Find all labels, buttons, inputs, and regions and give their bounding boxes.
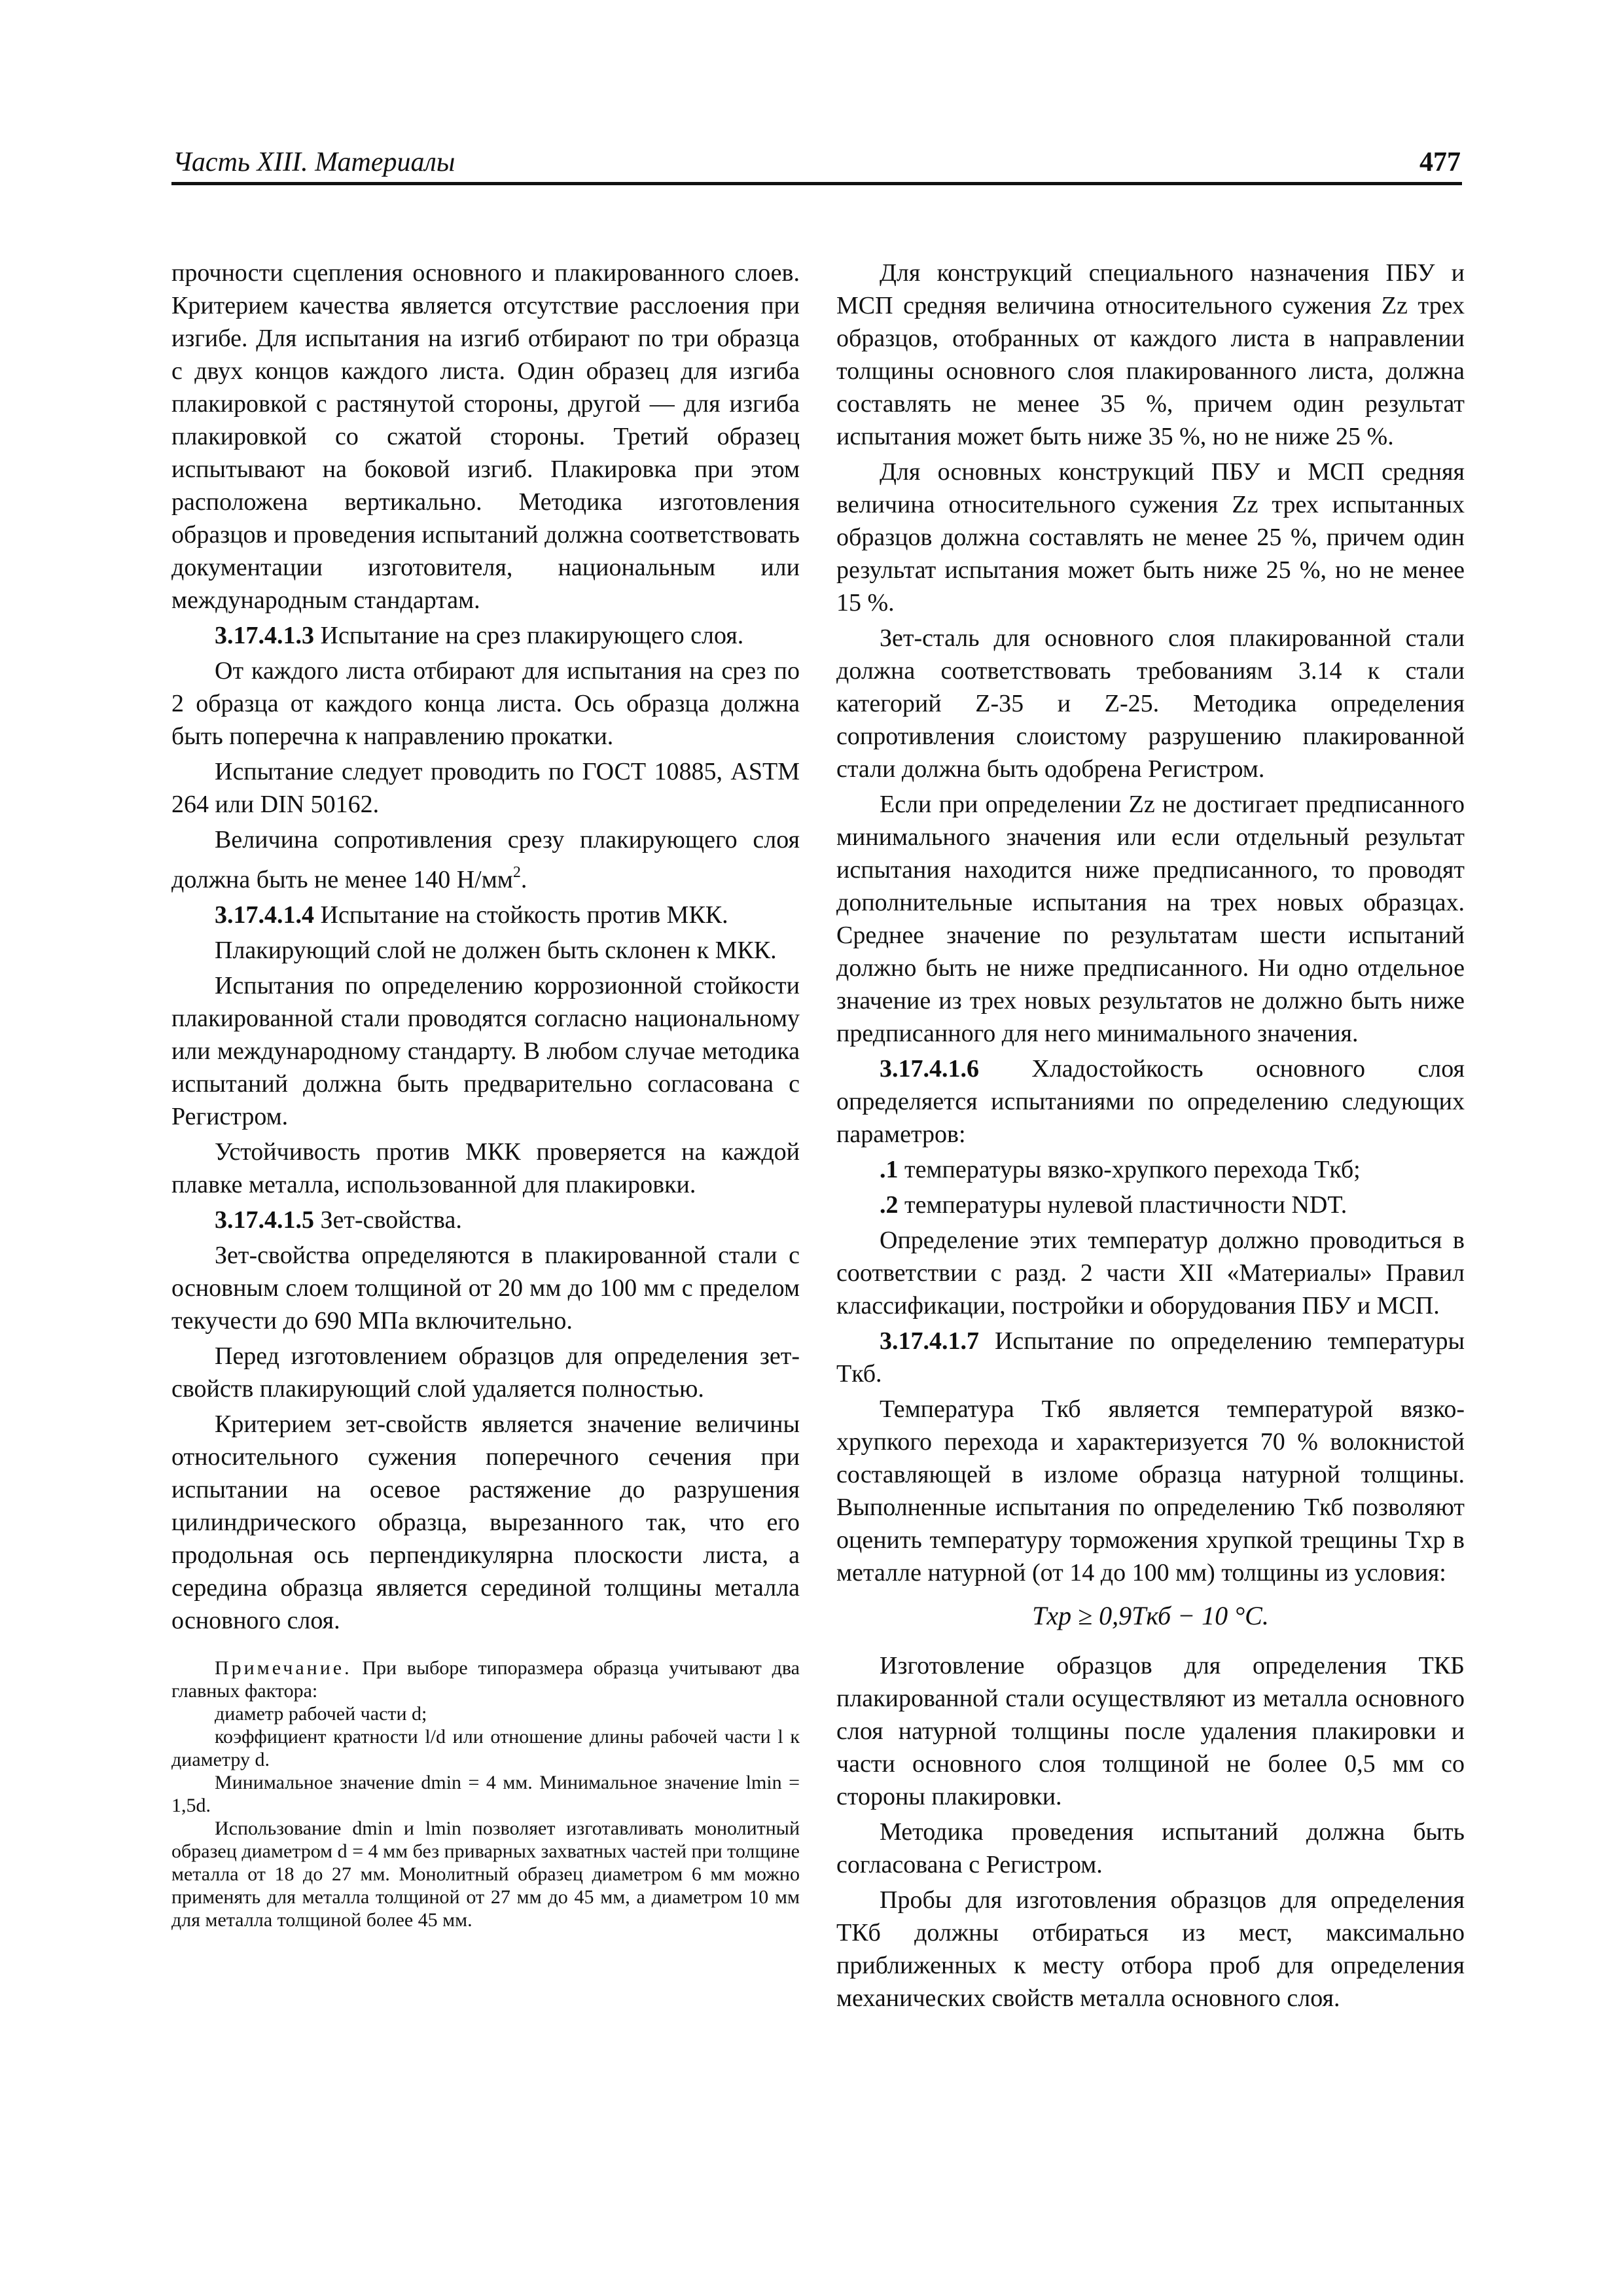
paragraph: Методика проведения испытаний должна быть согласована с Регистром.: [836, 1818, 1465, 1878]
note-label: Примечание.: [215, 1657, 352, 1679]
note-item: Использование dmin и lmin позволяет изготавливать монолитный образец диаметром d = 4 мм без приварных захватных частей при толщине металла от 18 до 27 мм. Монолитный образец диаметром 6 мм можно применять для металла толщиной от 27 мм до 45 мм, а диаметром 10 мм для металла толщиной более 45 мм.: [171, 1818, 800, 1931]
section-title: Испытание на стойкость против МКК.: [314, 901, 728, 929]
paragraph: Если при определении Zz не достигает предписанного минимального значения или если отдельный результат испытания находится ниже предписанного, то проводят дополнительные испытания на трех новых образцах. Среднее значение по результатам шести испытаний должно быть не ниже предписанного. Ни одно отдельное значение из трех новых результатов не должно быть ниже предписанного для него минимального значения.: [836, 791, 1465, 1047]
paragraph: Изготовление образцов для определения TКБ плакированной стали осуществляют из металла основного слоя натурной толщины после удаления плакировки и части основного слоя толщиной не более 0,5 мм со стороны плакировки.: [836, 1652, 1465, 1810]
section-heading-3-17-4-1-3: [171, 619, 800, 652]
paragraph: Зет-сталь для основного слоя плакированной стали должна соответствовать требованиям 3.14 к стали категорий Z-35 и Z-25. Методика определения сопротивления слоистому разрушению плакированной стали должна быть одобрена Регистром.: [836, 624, 1465, 783]
paragraph: Устойчивость против МКК проверяется на каждой плавке металла, использованной для плакировки.: [171, 1138, 800, 1198]
page-header: [171, 143, 1462, 185]
section-heading-3-17-4-1-5: [171, 1204, 800, 1236]
paragraph: От каждого листа отбирают для испытания на срез по 2 образца от каждого конца листа. Ось образца должна быть поперечна к направлению прокатки.: [171, 657, 800, 750]
paragraph: Перед изготовлением образцов для определения зет-свойств плакирующий слой удаляется полностью.: [171, 1342, 800, 1403]
section-heading-3-17-4-1-6: [836, 1052, 1465, 1151]
section-heading-3-17-4-1-4: [171, 899, 800, 931]
paragraph: [171, 823, 800, 896]
left-column: [171, 257, 800, 1931]
formula: Tхр ≥ 0,9Tкб − 10 °C.: [1032, 1601, 1269, 1630]
note-item: диаметр рабочей части d;: [215, 1703, 427, 1725]
list-item-number: .1: [880, 1156, 899, 1183]
running-title: Часть XIII. Материалы: [173, 147, 455, 177]
paragraph-end: .: [520, 866, 527, 893]
paragraph-text: Величина сопротивления срезу плакирующего слоя должна быть не менее 140 Н/мм: [171, 826, 800, 893]
section-title: Зет-свойства.: [314, 1206, 462, 1234]
note-intro: [171, 1657, 800, 1702]
paragraph: Для конструкций специального назначения ПБУ и МСП средняя величина относительного сужения Zz трех образцов, отобранных от каждого листа в направлении толщины основного слоя плакированного листа, должна составлять не менее 35 %, причем один результат испытания может быть ниже 35 %, но не ниже 25 %.: [836, 259, 1465, 450]
note-item: коэффициент кратности l/d или отношение длины рабочей части l к диаметру d.: [171, 1726, 800, 1770]
section-number: 3.17.4.1.5: [215, 1206, 314, 1234]
list-item-text: температуры нулевой пластичности NDT.: [898, 1191, 1347, 1219]
section-title: Испытание на срез плакирующего слоя.: [314, 622, 744, 649]
right-column: [836, 257, 1465, 2017]
section-title: Хладостойкость основного слоя определяется испытаниями по определению следующих параметров:: [836, 1055, 1465, 1148]
paragraph: Для основных конструкций ПБУ и МСП средняя величина относительного сужения Zz трех испытанных образцов должна составлять не менее 25 %, причем один результат испытания может быть ниже 25 %, но не менее 15 %.: [836, 458, 1465, 617]
note-block: [171, 1657, 800, 1931]
list-item-number: .2: [880, 1191, 899, 1219]
note-text: При выборе типоразмера образца учитывают два главных фактора:: [171, 1657, 800, 1702]
paragraph: Испытание следует проводить по ГОСТ 10885, ASTM 264 или DIN 50162.: [171, 758, 800, 818]
section-number: 3.17.4.1.7: [880, 1327, 979, 1355]
paragraph: Плакирующий слой не должен быть склонен к МКК.: [215, 937, 777, 964]
section-number: 3.17.4.1.4: [215, 901, 314, 929]
paragraph: прочности сцепления основного и плакированного слоев. Критерием качества является отсутствие расслоения при изгибе. Для испытания на изгиб отбирают по три образца с двух концов каждого листа. Один образец для изгиба плакировкой с растянутой стороны, другой — для изгиба плакировкой со сжатой стороны. Третий образец испытывают на боковой изгиб. Плакировка при этом расположена вертикально. Методика изготовления образцов и проведения испытаний должна соответствовать документации изготовителя, национальным или международным стандартам.: [171, 259, 800, 614]
superscript: 2: [512, 864, 521, 881]
section-heading-3-17-4-1-7: [836, 1325, 1465, 1390]
section-number: 3.17.4.1.3: [215, 622, 314, 649]
section-title: Испытание по определению температуры Tкб.: [836, 1327, 1465, 1388]
list-item: [836, 1153, 1465, 1186]
list-item-text: температуры вязко-хрупкого перехода Tкб;: [898, 1156, 1361, 1183]
section-number: 3.17.4.1.6: [880, 1055, 979, 1083]
paragraph: Пробы для изготовления образцов для определения TКб должны отбираться из мест, максимально приближенных к месту отбора проб для определения механических свойств металла основного слоя.: [836, 1886, 1465, 2012]
paragraph: Определение этих температур должно проводиться в соответствии с разд. 2 части XII «Материалы» Правил классификации, постройки и оборудования ПБУ и МСП.: [836, 1227, 1465, 1319]
page-number: 477: [1419, 147, 1461, 177]
paragraph: Зет-свойства определяются в плакированной стали с основным слоем толщиной от 20 мм до 100 мм с пределом текучести до 690 МПа включительно.: [171, 1242, 800, 1335]
paragraph: Испытания по определению коррозионной стойкости плакированной стали проводятся согласно национальному или международному стандарту. В любом случае методика испытаний должна быть предварительно согласована с Регистром.: [171, 972, 800, 1130]
list-item: [836, 1189, 1465, 1221]
paragraph: Критерием зет-свойств является значение величины относительного сужения поперечного сечения при испытании на осевое растяжение до разрушения цилиндрического образца, вырезанного так, что его продольная ось перпендикулярна плоскости листа, а середина образца является серединой толщины металла основного слоя.: [171, 1410, 800, 1634]
note-item: Минимальное значение dmin = 4 мм. Минимальное значение lmin = 1,5d.: [171, 1772, 800, 1816]
paragraph: Температура Tкб является температурой вязко-хрупкого перехода и характеризуется 70 % волокнистой составляющей в изломе образца натурной толщины. Выполненные испытания по определению Tкб позволяют оценить температуру торможения хрупкой трещины Tхр в металле натурной (от 14 до 100 мм) толщины из условия:: [836, 1395, 1465, 1587]
